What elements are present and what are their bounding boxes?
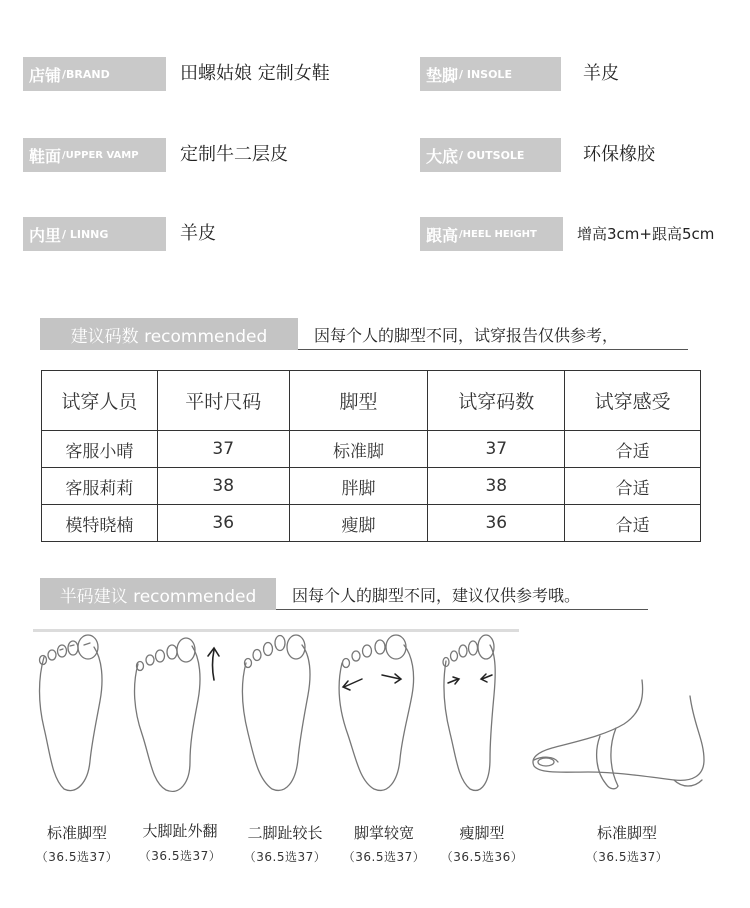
table-cell: 模特晓楠 <box>42 505 158 542</box>
spec-value-heel: 增高3cm+跟高5cm <box>577 225 715 243</box>
table-header: 平时尺码 <box>157 371 289 431</box>
spec-label-zh: 内里 <box>29 225 62 245</box>
spec-label-zh: 跟高 <box>426 225 459 245</box>
spec-label-brand <box>23 57 166 91</box>
long-second-toe-foot-icon <box>236 633 316 793</box>
foot-size-advice: （36.5选36） <box>440 850 524 864</box>
spec-label-lining <box>23 217 166 251</box>
table-cell: 36 <box>157 505 289 542</box>
spec-value-outsole: 环保橡胶 <box>583 144 655 165</box>
spec-label-outsole <box>420 138 561 172</box>
trial-table <box>41 370 701 542</box>
table-cell: 38 <box>157 468 289 505</box>
foot-size-advice: （36.5选37） <box>585 850 669 864</box>
narrow-foot-icon <box>436 633 506 793</box>
wide-foot-icon <box>334 633 420 793</box>
table-cell: 36 <box>428 505 565 542</box>
table-cell: 合适 <box>565 505 701 542</box>
foot-label: 瘦脚型 <box>459 824 505 842</box>
section-note-half-size: 因每个人的脚型不同，建议仅供参考哦。 <box>292 586 581 605</box>
table-cell: 标准脚 <box>289 431 428 468</box>
standard-foot-icon <box>30 633 110 793</box>
table-header: 脚型 <box>289 371 428 431</box>
spec-label-upper <box>23 138 166 172</box>
foot-size-advice: （36.5选37） <box>342 850 426 864</box>
section-title-recommended-size: 建议码数 recommended <box>40 318 298 350</box>
table-header: 试穿人员 <box>42 371 158 431</box>
table-row <box>42 468 701 505</box>
table-header-row <box>42 371 701 431</box>
foot-size-advice: （36.5选37） <box>35 850 119 864</box>
spec-label-en: /HEEL HEIGHT <box>459 228 537 240</box>
spec-label-zh: 垫脚 <box>426 65 459 85</box>
section-title-half-size: 半码建议 recommended <box>40 578 276 610</box>
table-cell: 37 <box>157 431 289 468</box>
section-note-trial: 因每个人的脚型不同，试穿报告仅供参考， <box>314 326 619 345</box>
foot-label: 大脚趾外翻 <box>142 822 218 840</box>
spec-label-en: / OUTSOLE <box>459 148 525 162</box>
spec-label-en: / LINNG <box>62 227 109 241</box>
table-header: 试穿感受 <box>565 371 701 431</box>
spec-value-brand: 田螺姑娘 定制女鞋 <box>180 63 330 84</box>
spec-label-zh: 大底 <box>426 146 459 166</box>
table-cell: 客服小晴 <box>42 431 158 468</box>
table-header: 试穿码数 <box>428 371 565 431</box>
foot-label: 脚掌较宽 <box>353 824 414 842</box>
table-cell: 合适 <box>565 431 701 468</box>
foot-label: 标准脚型 <box>596 824 657 842</box>
table-cell: 胖脚 <box>289 468 428 505</box>
table-row <box>42 431 701 468</box>
foot-size-advice: （36.5选37） <box>243 850 327 864</box>
section-divider <box>276 609 648 610</box>
spec-label-en: /BRAND <box>62 67 110 81</box>
table-cell: 客服莉莉 <box>42 468 158 505</box>
spec-label-heel <box>420 217 563 251</box>
spec-label-en: / INSOLE <box>459 67 512 81</box>
spec-value-insole: 羊皮 <box>583 63 619 84</box>
spec-value-lining: 羊皮 <box>180 223 216 244</box>
foot-label: 二脚趾较长 <box>247 824 323 842</box>
foot-label: 标准脚型 <box>46 824 107 842</box>
feet-divider <box>33 629 519 632</box>
table-cell: 37 <box>428 431 565 468</box>
spec-label-zh: 鞋面 <box>29 146 62 166</box>
table-row <box>42 505 701 542</box>
table-cell: 38 <box>428 468 565 505</box>
section-divider <box>298 349 688 350</box>
spec-label-zh: 店铺 <box>29 65 62 85</box>
bunion-foot-icon <box>128 636 228 796</box>
table-cell: 合适 <box>565 468 701 505</box>
foot-size-advice: （36.5选37） <box>138 849 222 863</box>
table-cell: 瘦脚 <box>289 505 428 542</box>
spec-value-upper: 定制牛二层皮 <box>180 144 288 165</box>
spec-label-en: /UPPER VAMP <box>62 149 139 161</box>
side-foot-icon <box>524 676 724 796</box>
spec-label-insole <box>420 57 561 91</box>
